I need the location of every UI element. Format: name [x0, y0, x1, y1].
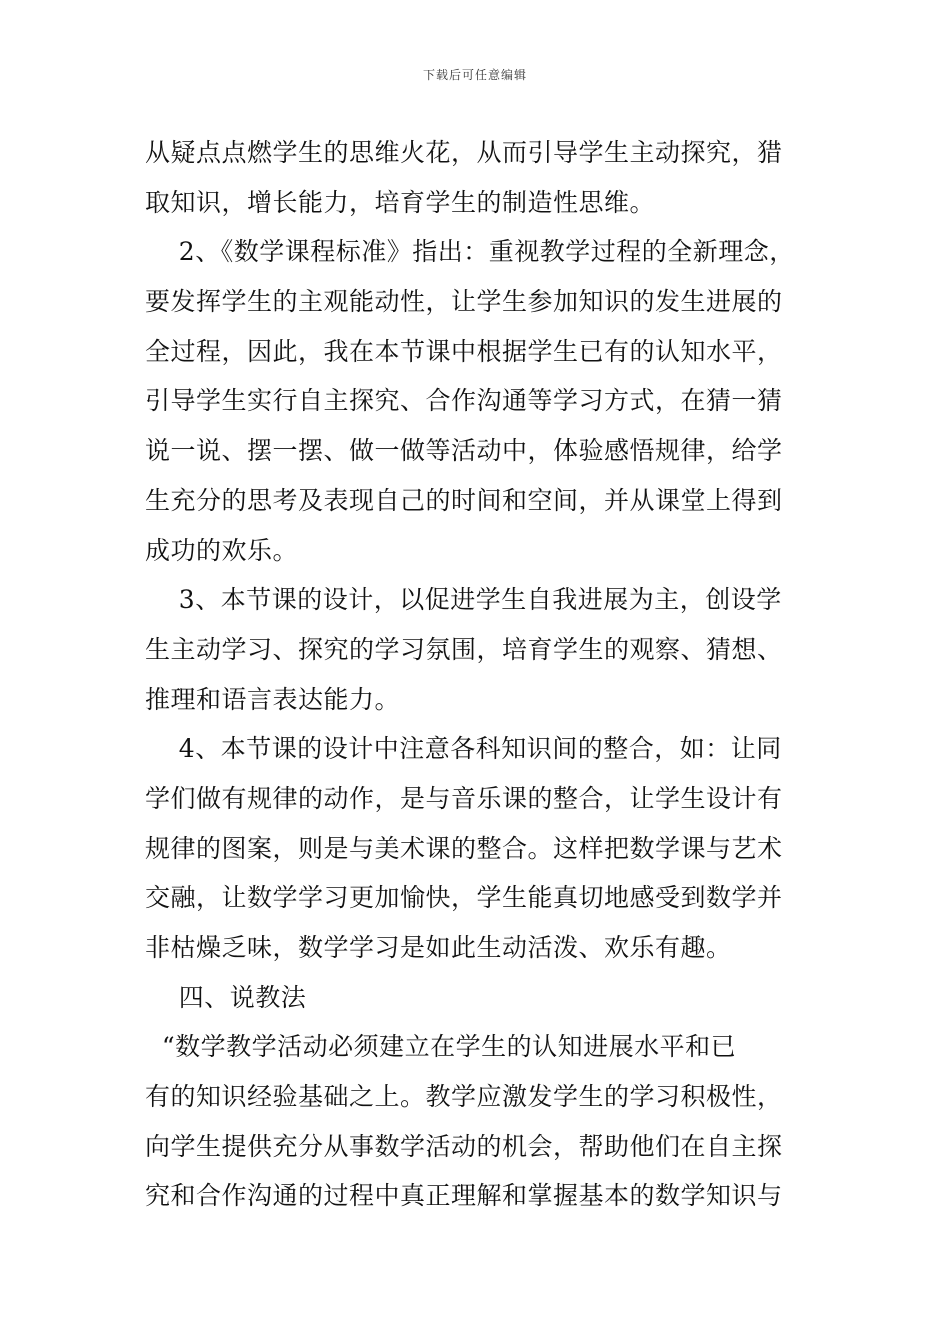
- text-line: 3、本节课的设计，以促进学生自我进展为主，创设学: [145, 585, 782, 615]
- text-line: 向学生提供充分从事数学活动的机会，帮助他们在自主探: [145, 1131, 783, 1161]
- text-line: 推理和语言表达能力。: [145, 684, 401, 714]
- text-line: 学们做有规律的动作，是与音乐课的整合，让学生设计有: [145, 783, 783, 813]
- text-line: 成功的欢乐。: [145, 535, 299, 565]
- text-line: 究和合作沟通的过程中真正理解和掌握基本的数学知识与: [145, 1181, 783, 1211]
- text-line: 规律的图案，则是与美术课的整合。这样把数学课与艺术: [145, 833, 783, 863]
- text-line: 有的知识经验基础之上。教学应激发学生的学习积极性，: [145, 1082, 783, 1112]
- text-line: 交融，让数学学习更加愉快，学生能真切地感受到数学并: [145, 883, 783, 913]
- text-line: 生主动学习、探究的学习氛围，培育学生的观察、猜想、: [145, 634, 783, 664]
- text-line: 取知识，增长能力，培育学生的制造性思维。: [145, 187, 656, 217]
- document-body: [145, 128, 825, 1221]
- text-line: “数学教学活动必须建立在学生的认知进展水平和已: [145, 1032, 737, 1062]
- text-line: 要发挥学生的主观能动性，让学生参加知识的发生进展的: [145, 287, 783, 317]
- text-line: 引导学生实行自主探究、合作沟通等学习方式，在猜一猜: [145, 386, 783, 416]
- section-heading: 四、说教法: [145, 982, 307, 1012]
- text-line: 非枯燥乏味，数学学习是如此生动活泼、欢乐有趣。: [145, 933, 732, 962]
- text-line: 从疑点点燃学生的思维火花，从而引导学生主动探究，猎: [145, 138, 783, 167]
- text-line: 4、本节课的设计中注意各科知识间的整合，如：让同: [145, 734, 782, 764]
- text-line: 生充分的思考及表现自己的时间和空间，并从课堂上得到: [145, 485, 783, 515]
- text-line: 全过程，因此，我在本节课中根据学生已有的认知水平，: [145, 336, 783, 366]
- text-line: 2、《数学课程标准》指出：重视教学过程的全新理念，: [145, 237, 795, 267]
- page-header: 下载后可任意编辑: [422, 68, 527, 82]
- text-line: 说一说、摆一摆、做一做等活动中，体验感悟规律，给学: [145, 436, 783, 466]
